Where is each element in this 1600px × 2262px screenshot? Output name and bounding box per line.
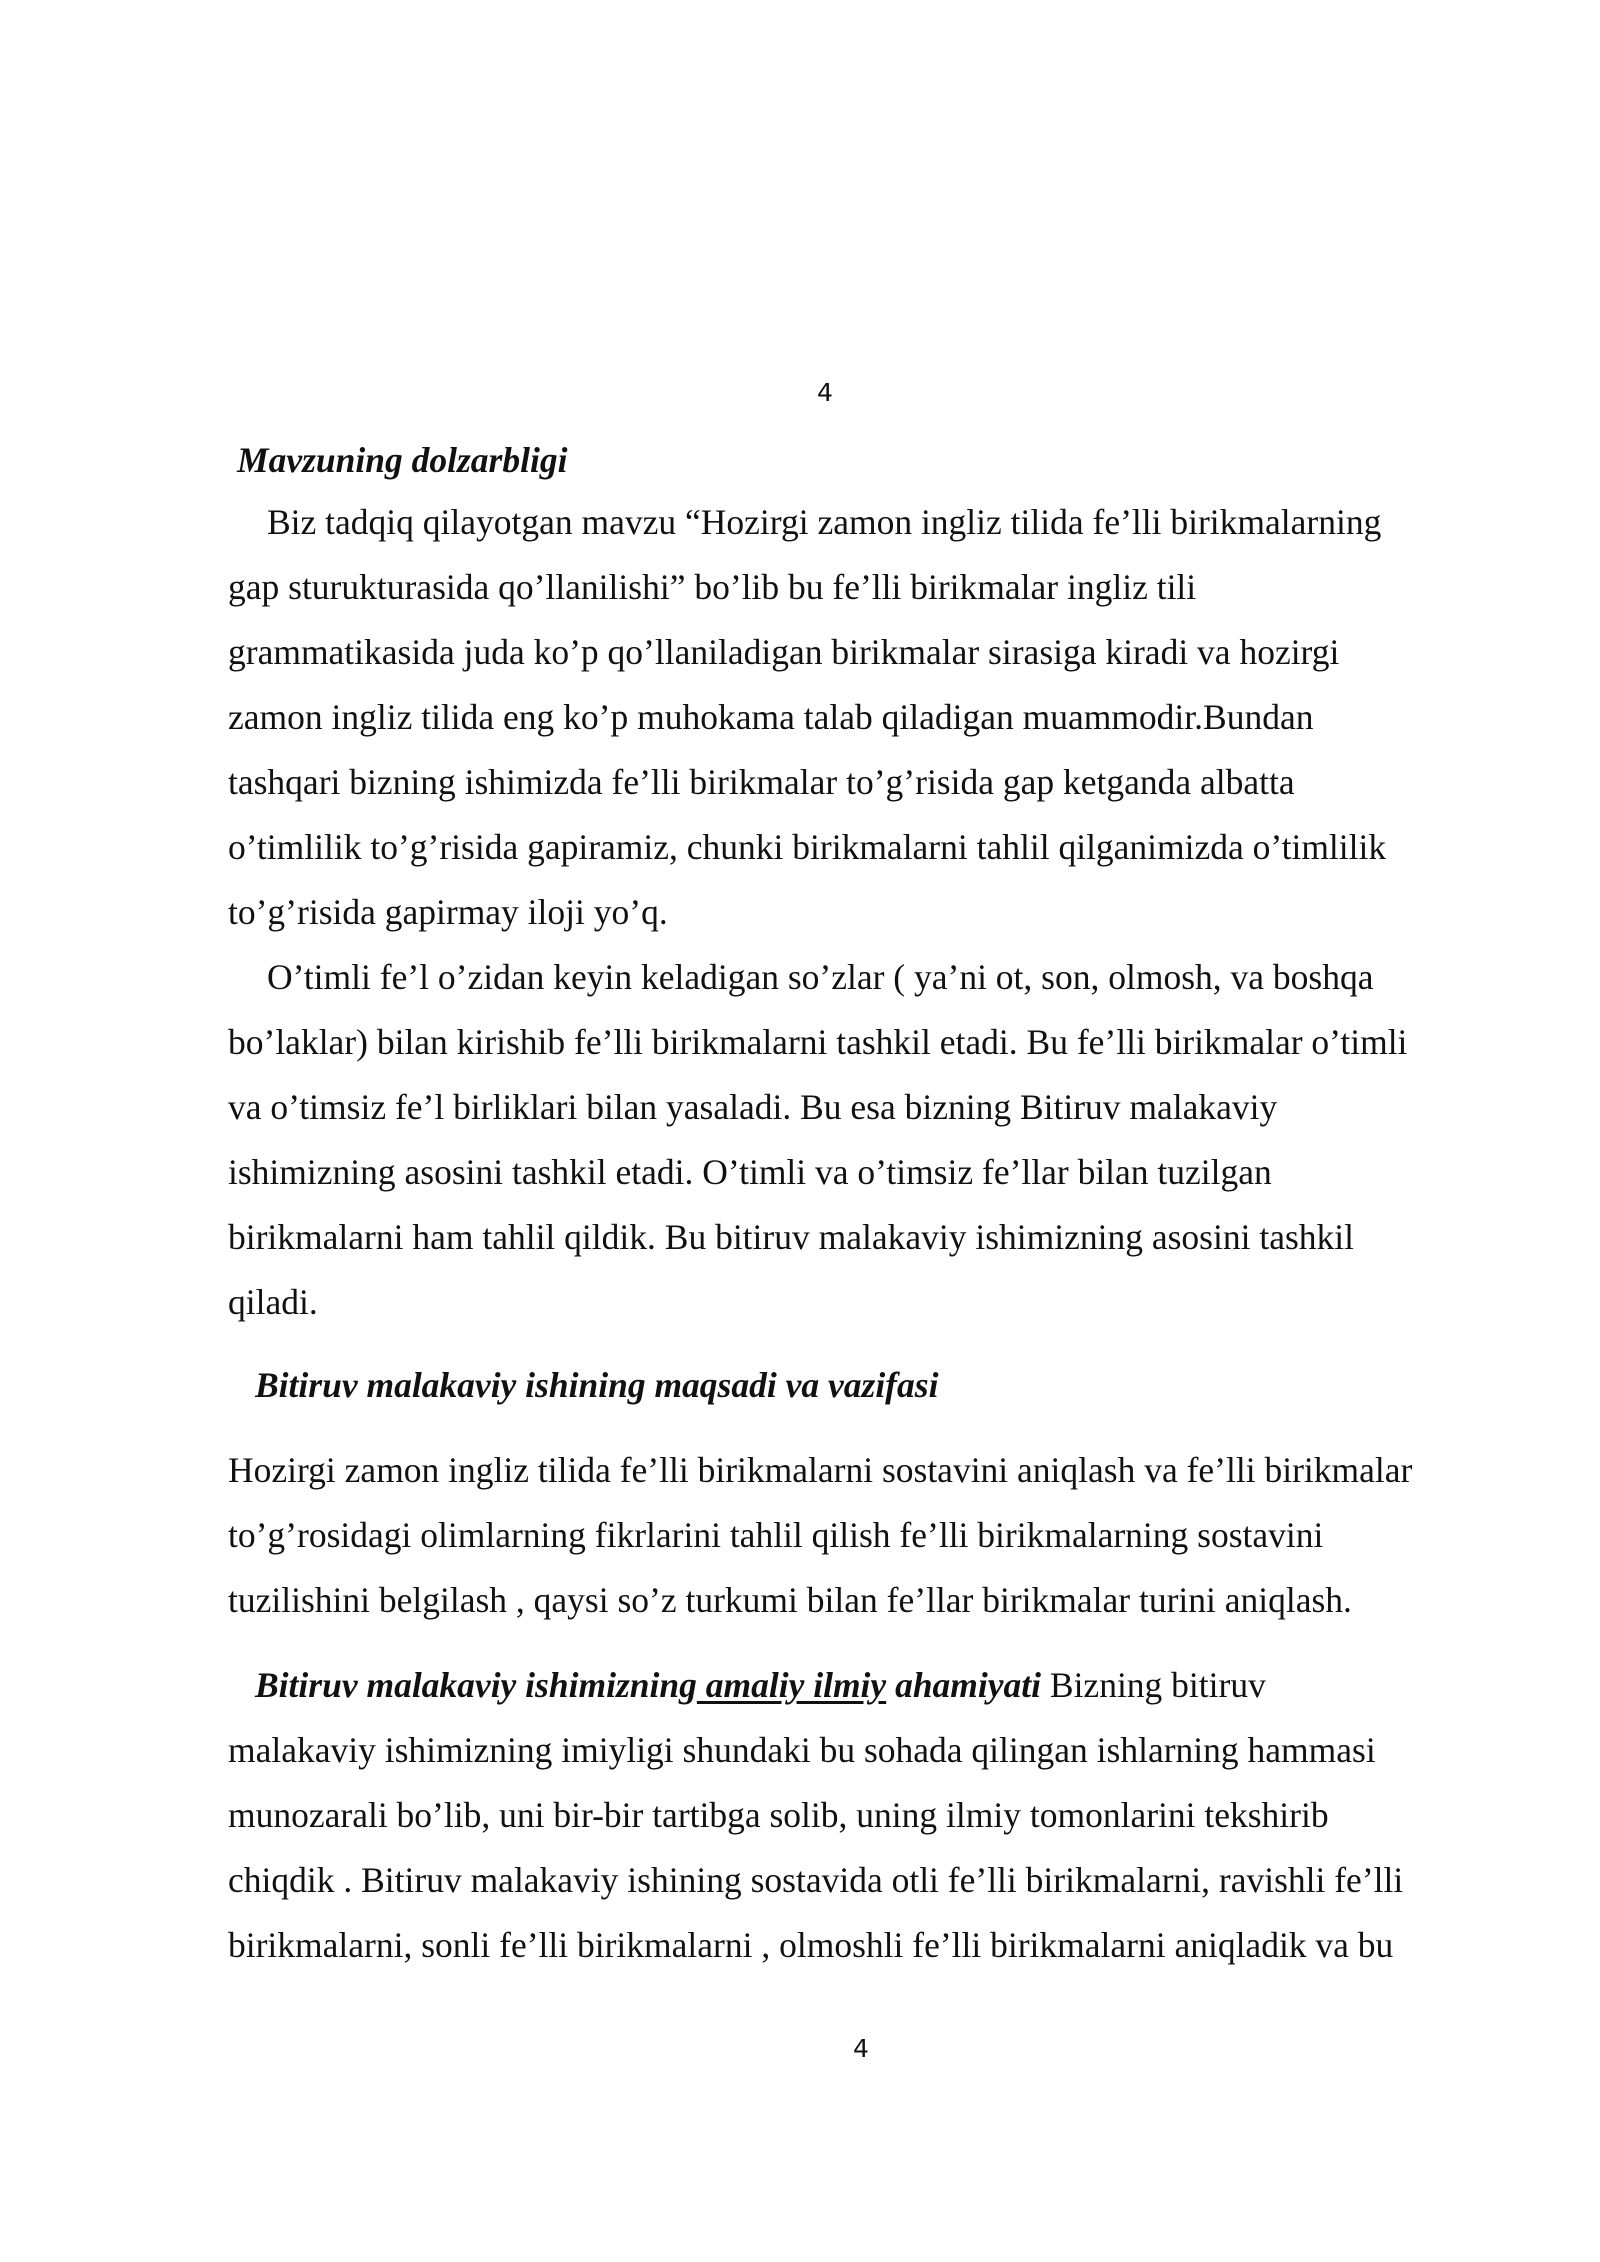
paragraph-line: zamon ingliz tilida eng ko’p muhokama talab qiladigan muammodir.Bundan <box>228 697 1314 737</box>
paragraph-line: Biz tadqiq qilayotgan mavzu “Hozirgi zamon ingliz tilida fe’lli birikmalarning <box>267 502 1382 542</box>
paragraph-line: tuzilishini belgilash , qaysi so’z turkumi bilan fe’llar birikmalar turini aniqlash. <box>228 1580 1352 1620</box>
section-heading-goals: Bitiruv malakaviy ishining maqsadi va vazifasi <box>255 1365 939 1405</box>
heading-suffix: ahamiyati <box>886 1665 1042 1705</box>
paragraph-line: to’g’risida gapirmay iloji yo’q. <box>228 892 668 932</box>
paragraph-line: O’timli fe’l o’zidan keyin keladigan so’zlar ( ya’ni ot, son, olmosh, va boshqa <box>267 957 1374 997</box>
paragraph-line: munozarali bo’lib, uni bir-bir tartibga solib, uning ilmiy tomonlarini tekshirib <box>228 1795 1329 1835</box>
paragraph-line: grammatikasida juda ko’p qo’llaniladigan birikmalar sirasiga kiradi va hozirgi <box>228 632 1340 672</box>
paragraph-line: bo’laklar) bilan kirishib fe’lli birikmalarni tashkil etadi. Bu fe’lli birikmalar o’timli <box>228 1022 1408 1062</box>
paragraph-line: ishimizning asosini tashkil etadi. O’timli va o’timsiz fe’llar bilan tuzilgan <box>228 1152 1272 1192</box>
paragraph-line: qiladi. <box>228 1282 318 1322</box>
paragraph-line: to’g’rosidagi olimlarning fikrlarini tahlil qilish fe’lli birikmalarning sostavini <box>228 1515 1324 1555</box>
page-number-top: 4 <box>817 378 833 407</box>
paragraph-line: birikmalarni ham tahlil qildik. Bu bitiruv malakaviy ishimizning asosini tashkil <box>228 1217 1354 1257</box>
paragraph-line: Hozirgi zamon ingliz tilida fe’lli birikmalarni sostavini aniqlash va fe’lli birikmalar <box>228 1450 1413 1490</box>
paragraph-line: malakaviy ishimizning imiyligi shundaki bu sohada qilingan ishlarning hammasi <box>228 1730 1376 1770</box>
section-heading-relevance: Mavzuning dolzarbligi <box>237 440 568 480</box>
paragraph-line: birikmalarni, sonli fe’lli birikmalarni , olmoshli fe’lli birikmalarni aniqladik va bu <box>228 1925 1394 1965</box>
section-heading-significance: Bitiruv malakaviy ishimizning <box>255 1665 697 1705</box>
heading-underlined-term: amaliy ilmiy <box>696 1665 887 1705</box>
paragraph-line: chiqdik . Bitiruv malakaviy ishining sostavida otli fe’lli birikmalarni, ravishli fe’lli <box>228 1860 1404 1900</box>
paragraph-line: o’timlilik to’g’risida gapiramiz, chunki birikmalarni tahlil qilganimizda o’timlilik <box>228 827 1387 867</box>
document-body <box>228 440 1528 1978</box>
paragraph-line: tashqari bizning ishimizda fe’lli birikmalar to’g’risida gap ketganda albatta <box>228 762 1295 802</box>
section-heading-significance-line <box>228 1653 1528 1718</box>
page-number-bottom: 4 <box>853 2034 869 2063</box>
paragraph-line: gap sturukturasida qo’llanilishi” bo’lib bu fe’lli birikmalar ingliz tili <box>228 567 1197 607</box>
paragraph-start: Bizning bitiruv <box>1041 1665 1266 1705</box>
paragraph-line: va o’timsiz fe’l birliklari bilan yasaladi. Bu esa bizning Bitiruv malakaviy <box>228 1087 1278 1127</box>
